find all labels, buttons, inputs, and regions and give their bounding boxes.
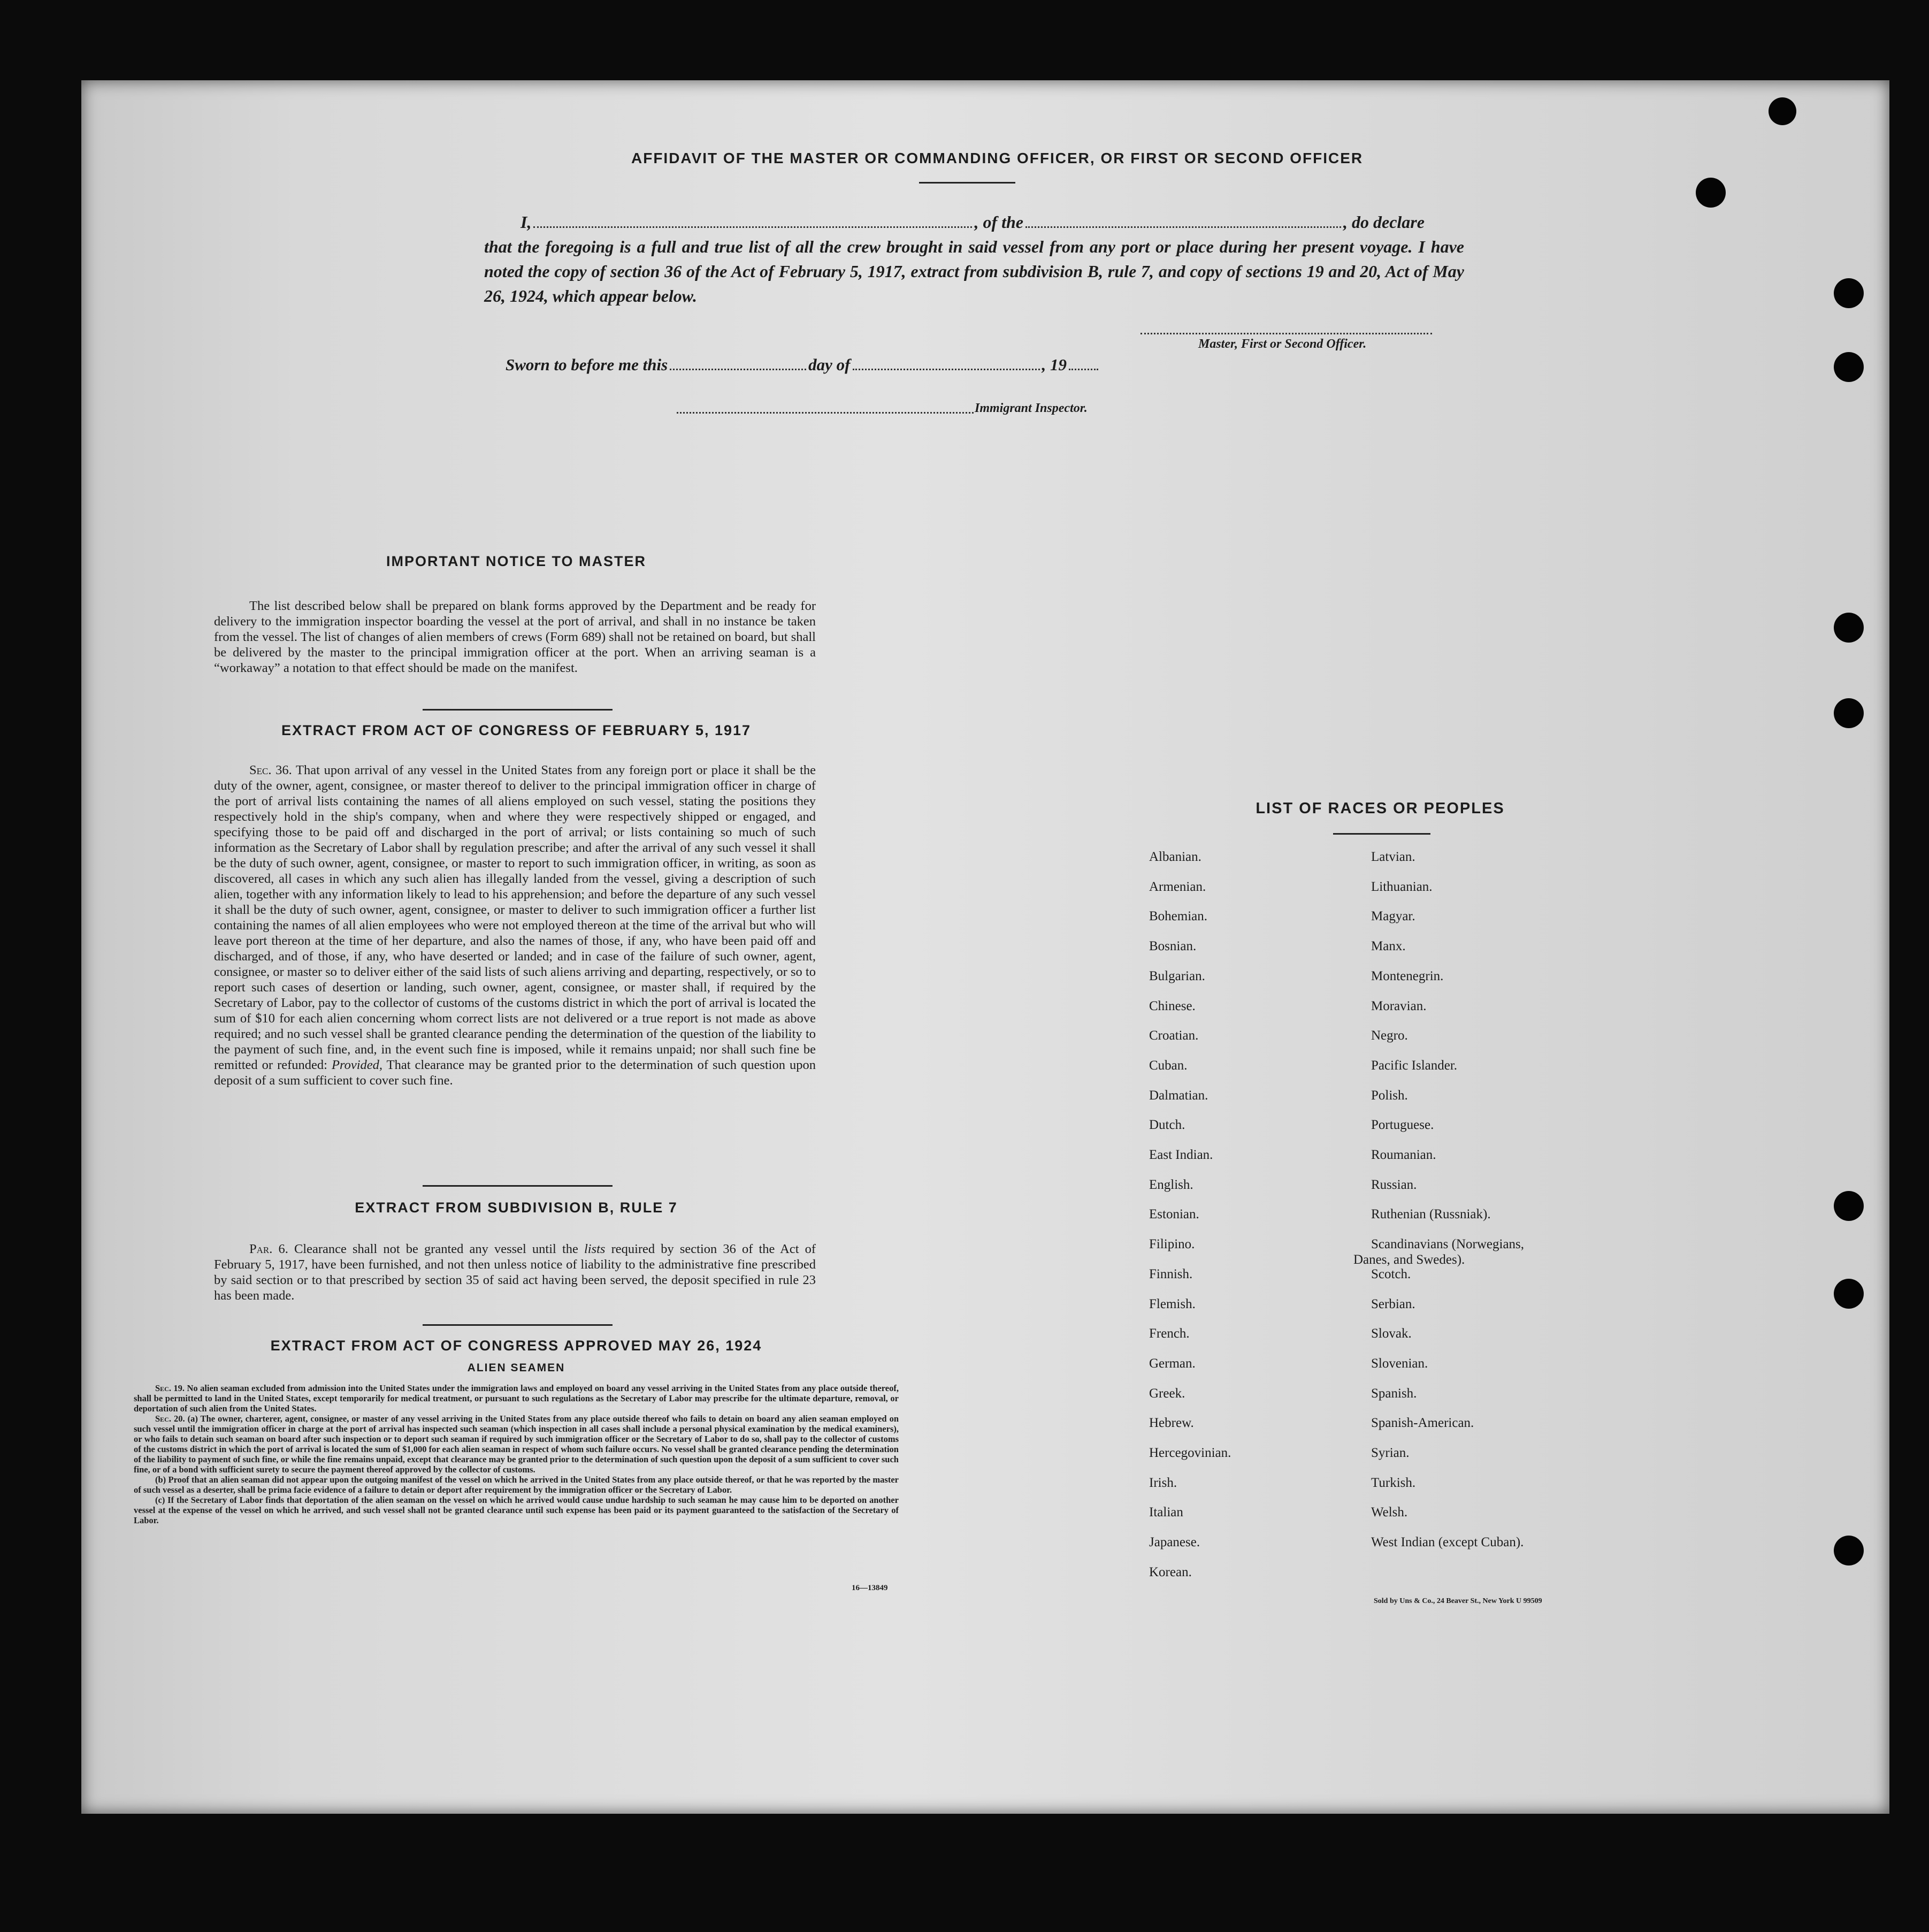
race-item: Scandinavians (Norwegians,	[1371, 1237, 1525, 1252]
binder-hole	[1834, 278, 1864, 308]
sec-19-body: No alien seaman excluded from admission into the United States under the immigration laws and employed on board any vessel arriving in the United States from any place outside thereof, shall be permitted to land in the United States, except temporarily for medical treatment, or pursuant to such regulations as the Secretary of Labor may prescribe for the ultimate departure, removal, or deportation of such alien from the United States.	[134, 1383, 899, 1414]
master-signature-line[interactable]	[1140, 333, 1432, 334]
sworn-month-field[interactable]	[853, 368, 1040, 370]
rule-7-text-a: Clearance shall not be granted any vessel until the	[294, 1242, 578, 1256]
race-item: Montenegrin.	[1371, 968, 1444, 983]
of-the-label: , of the	[974, 212, 1023, 232]
binder-hole	[1769, 97, 1796, 125]
race-item: Italian	[1149, 1505, 1183, 1520]
notice-text: The list described below shall be prepared on blank forms approved by the Department and be ready for delivery to the immigration inspector boarding the vessel at the port of arrival, and shall in no instance be taken from the vessel. The list of changes of alien members of crews (Form 689) shall not be retained on board, but shall be delivered by the master to the principal immigration officer at the port. When an arriving seaman is a “workaway” a notation to that effect should be made on the manifest.	[214, 599, 816, 675]
race-item: Hercegovinian.	[1149, 1446, 1231, 1460]
extract-1917-text	[214, 762, 816, 1088]
race-item: Lithuanian.	[1371, 879, 1433, 894]
race-item: Hebrew.	[1149, 1416, 1194, 1431]
race-item: Chinese.	[1149, 998, 1196, 1013]
binder-hole	[1834, 1279, 1864, 1309]
race-item: Serbian.	[1371, 1296, 1415, 1311]
race-item: Pacific Islander.	[1371, 1058, 1458, 1073]
race-item: Danes, and Swedes).	[1353, 1253, 1465, 1267]
race-item: Spanish.	[1371, 1386, 1417, 1401]
race-item: Moravian.	[1371, 998, 1427, 1013]
binder-hole	[1696, 178, 1726, 208]
race-item: Irish.	[1149, 1475, 1177, 1490]
race-item: Slovenian.	[1371, 1356, 1428, 1371]
race-item: Albanian.	[1149, 850, 1201, 864]
race-item: Flemish.	[1149, 1296, 1196, 1311]
binder-hole	[1834, 352, 1864, 382]
race-item: Scotch.	[1371, 1266, 1411, 1281]
day-of-label: day of	[808, 355, 851, 374]
sworn-day-field[interactable]	[670, 368, 806, 370]
race-item: Armenian.	[1149, 879, 1206, 894]
race-item: Turkish.	[1371, 1475, 1416, 1490]
race-item: Slovak.	[1371, 1326, 1412, 1341]
divider	[919, 182, 1015, 184]
vessel-field[interactable]	[1025, 226, 1341, 228]
race-item: Syrian.	[1371, 1446, 1410, 1460]
provided-label: Provided,	[332, 1058, 383, 1072]
race-item: Greek.	[1149, 1386, 1185, 1401]
declaration-text: that the foregoing is a full and true list of all the crew brought in said vessel from any port or place during her present voyage. I have noted the copy of section 36 of the Act of February 5, 1917, extract from subdivision B, rule 7, and copy of sections 19 and 20, Act of May 26, 1924, which appear below.	[484, 237, 1464, 306]
par-6-label: Par. 6.	[249, 1242, 288, 1256]
sworn-line	[506, 355, 1100, 375]
inspector-label: Immigrant Inspector.	[975, 401, 1088, 415]
divider	[423, 1324, 613, 1326]
extract-1924-title: EXTRACT FROM ACT OF CONGRESS APPROVED MAY 26, 1924	[270, 1338, 762, 1354]
rule-7-title: EXTRACT FROM SUBDIVISION B, RULE 7	[355, 1200, 678, 1216]
sec-20c-body: (c) If the Secretary of Labor finds that deportation of the alien seaman on the vessel on which he arrived would cause undue hardship to such seaman he may cause him to be deported on another vessel at the expense of the vessel on which he arrived, and such vessel shall not be granted clearance until such expense has been paid or its payment guaranteed to the satisfaction of the Secretary of Labor.	[134, 1495, 899, 1525]
sec-36-end: That clearance may be granted prior to the determination of such question upon deposit of a sum sufficient to cover such fine.	[214, 1058, 816, 1088]
race-item: Portuguese.	[1371, 1118, 1434, 1133]
race-item: Welsh.	[1371, 1505, 1408, 1520]
binder-hole	[1834, 698, 1864, 728]
sec-20b-body: (b) Proof that an alien seaman did not appear upon the outgoing manifest of the vessel on which he arrived in the United States from any place outside thereof, or that he was reported by the master of such vessel as a deserter, shall be prima facie evidence of a failure to detain or deport after requirement by the immigration officer or the Secretary of Labor.	[134, 1475, 899, 1495]
race-item: Croatian.	[1149, 1028, 1199, 1043]
sold-by-footer: Sold by Uns & Co., 24 Beaver St., New York U 99509	[1374, 1597, 1542, 1605]
affidavit-title: AFFIDAVIT OF THE MASTER OR COMMANDING OFFICER, OR FIRST OR SECOND OFFICER	[631, 150, 1364, 166]
master-signature-label: Master, First or Second Officer.	[1198, 337, 1367, 351]
binder-hole	[1834, 1191, 1864, 1221]
race-item: Spanish-American.	[1371, 1416, 1474, 1431]
divider	[423, 1185, 613, 1187]
race-item: Korean.	[1149, 1564, 1192, 1579]
race-item: Negro.	[1371, 1028, 1408, 1043]
lists-label: lists	[584, 1242, 606, 1256]
year-label: , 19	[1042, 355, 1067, 374]
race-item: Bulgarian.	[1149, 968, 1205, 983]
divider	[1333, 833, 1430, 835]
i-label: I,	[520, 212, 532, 232]
race-item: Finnish.	[1149, 1266, 1193, 1281]
races-title: LIST OF RACES OR PEOPLES	[1256, 800, 1505, 817]
rule-7-text	[214, 1241, 816, 1303]
race-item: Estonian.	[1149, 1207, 1199, 1222]
race-item: Magyar.	[1371, 909, 1415, 924]
race-item: German.	[1149, 1356, 1196, 1371]
race-item: French.	[1149, 1326, 1190, 1341]
sec-36-label: Sec. 36.	[249, 763, 292, 777]
race-item: Roumanian.	[1371, 1148, 1436, 1162]
divider	[423, 709, 613, 711]
alien-seamen-subtitle: ALIEN SEAMEN	[467, 1362, 565, 1374]
race-item: Russian.	[1371, 1177, 1417, 1192]
race-item: Bohemian.	[1149, 909, 1208, 924]
race-item: Filipino.	[1149, 1237, 1195, 1252]
sec-20-label: Sec. 20.	[155, 1414, 185, 1424]
sec-36-body: That upon arrival of any vessel in the United States from any foreign port or place it shall be the duty of the owner, agent, consignee, or master thereof to deliver to the principal immigration officer in charge of the port of arrival lists containing the names of all aliens employed on such vessel, stating the positions they respectively hold in the ship's company, when and where they were respectively shipped or engaged, and specifying those to be paid off and discharged in the port of arrival; or lists containing so much of such information as the Secretary of Labor shall by regulation prescribe; and after the arrival of any such vessel it shall be the duty of such owner, agent, consignee, or master to report to such immigration officer, in writing, as soon as discovered, all cases in which any such alien has illegally landed from the vessel, giving a description of such alien, together with any information likely to lead to his apprehension; and before the departure of any such vessel it shall be the duty of such owner, agent, consignee, or master to deliver to such immigration officer a further list containing the names of all alien employees who were not employed thereon at the time of the arrival but who will leave port thereon at the time of her departure, and also the names of those, if any, who have been paid off and discharged, and of those, if any, who have deserted or landed; and in case of the failure of such owner, agent, consignee, or master so to deliver either of the said lists of such aliens arriving and departing, respectively, or so to report such cases of desertion or landing, such owner, agent, consignee, or master shall, if required by the Secretary of Labor, pay to the collector of customs of the customs district in which the port of arrival is located the sum of $10 for each alien concerning whom correct lists are not delivered or a true report is not made as above required; and no such vessel shall be granted clearance pending the determination of the question of the liability to the payment of such fine, and, in the event such fine is imposed, while it remains unpaid; nor shall such fine be remitted or refunded:	[214, 763, 816, 1072]
name-field[interactable]	[533, 226, 972, 228]
sworn-label: Sworn to before me this	[506, 355, 668, 374]
race-item: Bosnian.	[1149, 939, 1197, 954]
sworn-year-field[interactable]	[1069, 368, 1098, 370]
form-number: 16—13849	[852, 1584, 888, 1592]
extract-1924-text	[134, 1383, 899, 1525]
race-item: Ruthenian (Russniak).	[1371, 1207, 1491, 1222]
notice-title: IMPORTANT NOTICE TO MASTER	[386, 553, 646, 569]
race-item: Cuban.	[1149, 1058, 1188, 1073]
sec-19-label: Sec. 19.	[155, 1383, 185, 1393]
sec-20a-body: (a) The owner, charterer, agent, consignee, or master of any vessel arriving in the United States from any place outside thereof who fails to detain on board any alien seaman employed on such vessel until the immigration officer in charge at the port of arrival has inspected such seaman (which inspection in all cases shall include a personal physical examination by the medical examiners), or who fails to detain such seaman on board after such inspection or to deport such seaman if required by such immigration officer or the Secretary of Labor to do so, shall pay to the collector of customs of the customs district in which the port of arrival is located the sum of $1,000 for each alien seaman in respect of whom such failure occurs. No vessel shall be granted clearance pending the determination of the liability to payment of such fine, or while the fine remains unpaid, except that clearance may be granted prior to the determination of such question upon the deposit of a sum sufficient to cover such fine, or of a bond with sufficient surety to secure the payment thereof approved by the collector of customs.	[134, 1414, 899, 1475]
race-item: Manx.	[1371, 939, 1406, 954]
race-item: Dalmatian.	[1149, 1088, 1208, 1103]
race-item: Latvian.	[1371, 850, 1415, 864]
binder-hole	[1834, 1536, 1864, 1566]
race-item: English.	[1149, 1177, 1193, 1192]
rule-7-text-b: required by section 36 of the Act of February 5, 1917, have been furnished, and not then unless notice of liability to the administrative fine prescribed by said section or to that prescribed by section 35 of said act having been served, the deposit specified in rule 23 has been made.	[214, 1242, 816, 1303]
extract-1917-title: EXTRACT FROM ACT OF CONGRESS OF FEBRUARY 5, 1917	[281, 722, 752, 738]
inspector-signature-line[interactable]	[677, 412, 974, 414]
race-item: West Indian (except Cuban).	[1371, 1535, 1524, 1550]
binder-hole	[1834, 613, 1864, 643]
race-item: Dutch.	[1149, 1118, 1185, 1133]
race-item: East Indian.	[1149, 1148, 1213, 1162]
do-declare-label: , do declare	[1343, 212, 1425, 232]
affidavit-declaration	[484, 210, 1464, 308]
race-item: Polish.	[1371, 1088, 1408, 1103]
race-item: Japanese.	[1149, 1535, 1200, 1550]
